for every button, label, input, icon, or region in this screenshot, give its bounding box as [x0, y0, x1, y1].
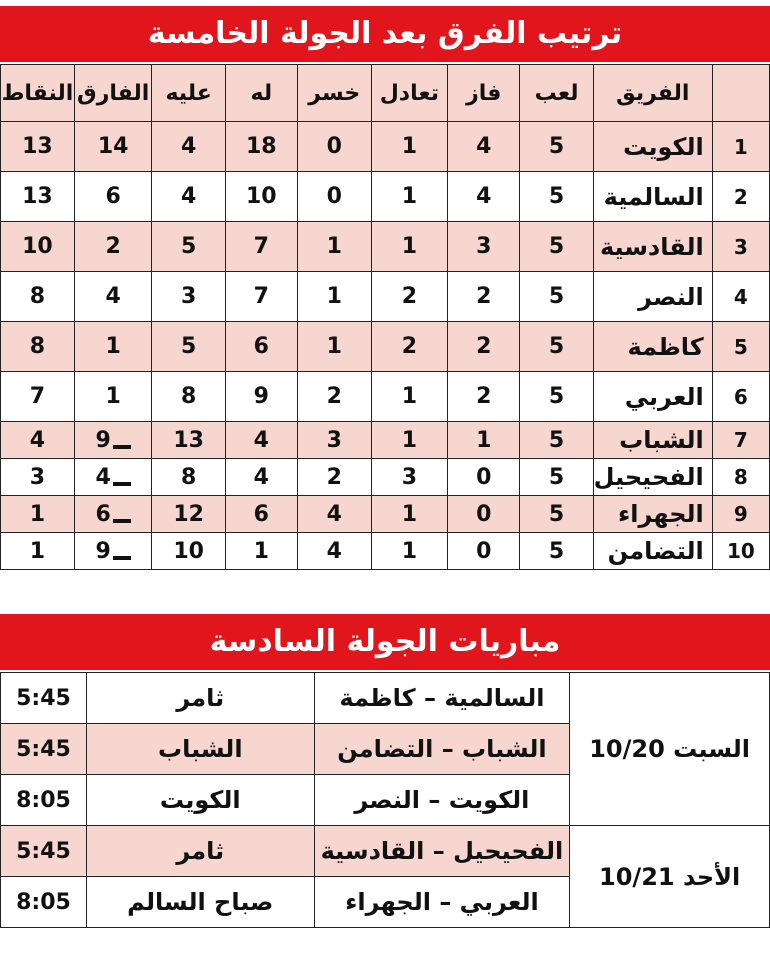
cell-for: 9 [225, 372, 297, 422]
cell-diff [74, 422, 152, 459]
table-row [1, 496, 770, 533]
cell-won: 1 [448, 422, 520, 459]
cell-drawn: 1 [371, 422, 447, 459]
cell-drawn: 1 [371, 533, 447, 570]
cell-against: 4 [152, 122, 225, 172]
cell-drawn: 1 [371, 372, 447, 422]
cell-against: 8 [152, 372, 225, 422]
cell-drawn: 3 [371, 459, 447, 496]
cell-lost: 1 [297, 322, 371, 372]
cell-team: الفحيحيل [593, 459, 712, 496]
header-won: فاز [448, 65, 520, 122]
minus-sign-icon [113, 445, 131, 449]
cell-lost: 2 [297, 459, 371, 496]
fixture-time: 5:45 [1, 724, 87, 775]
cell-lost: 1 [297, 272, 371, 322]
cell-against: 10 [152, 533, 225, 570]
cell-played: 5 [520, 172, 593, 222]
cell-won: 0 [448, 533, 520, 570]
cell-lost: 4 [297, 533, 371, 570]
fixture-time: 5:45 [1, 673, 87, 724]
cell-rank: 10 [712, 533, 769, 570]
fixture-match: السالمية – كاظمة [314, 673, 570, 724]
cell-played: 5 [520, 122, 593, 172]
cell-for: 4 [225, 422, 297, 459]
cell-against: 8 [152, 459, 225, 496]
cell-diff: 1 [74, 322, 152, 372]
fixtures-title: مباريات الجولة السادسة [0, 614, 770, 670]
cell-diff: 14 [74, 122, 152, 172]
cell-rank: 9 [712, 496, 769, 533]
cell-rank: 4 [712, 272, 769, 322]
cell-lost: 1 [297, 222, 371, 272]
table-row [1, 172, 770, 222]
fixture-match: العربي – الجهراء [314, 877, 570, 928]
cell-won: 4 [448, 172, 520, 222]
header-played: لعب [520, 65, 593, 122]
cell-lost: 0 [297, 172, 371, 222]
cell-against: 13 [152, 422, 225, 459]
table-row [1, 459, 770, 496]
cell-drawn: 1 [371, 172, 447, 222]
cell-diff: 1 [74, 372, 152, 422]
fixture-venue: صباح السالم [86, 877, 314, 928]
fixture-venue: الكويت [86, 775, 314, 826]
table-row [1, 322, 770, 372]
cell-lost: 2 [297, 372, 371, 422]
cell-rank: 8 [712, 459, 769, 496]
cell-drawn: 1 [371, 122, 447, 172]
minus-sign-icon [113, 482, 131, 486]
fixture-row [1, 673, 770, 724]
cell-points: 1 [1, 496, 75, 533]
fixture-match: الكويت – النصر [314, 775, 570, 826]
cell-rank: 2 [712, 172, 769, 222]
cell-diff [74, 459, 152, 496]
cell-team: الشباب [593, 422, 712, 459]
cell-rank: 1 [712, 122, 769, 172]
cell-won: 3 [448, 222, 520, 272]
header-against: عليه [152, 65, 225, 122]
diff-value: 4 [95, 464, 111, 490]
cell-for: 10 [225, 172, 297, 222]
cell-played: 5 [520, 496, 593, 533]
fixture-time: 5:45 [1, 826, 87, 877]
cell-for: 7 [225, 222, 297, 272]
cell-diff: 2 [74, 222, 152, 272]
standings-title: ترتيب الفرق بعد الجولة الخامسة [0, 6, 770, 62]
cell-points: 4 [1, 422, 75, 459]
cell-diff: 6 [74, 172, 152, 222]
cell-played: 5 [520, 322, 593, 372]
fixture-match: الشباب – التضامن [314, 724, 570, 775]
fixture-day: الأحد 10/21 [570, 826, 770, 928]
cell-played: 5 [520, 272, 593, 322]
cell-team: التضامن [593, 533, 712, 570]
cell-diff: 4 [74, 272, 152, 322]
table-row [1, 422, 770, 459]
table-row [1, 533, 770, 570]
minus-sign-icon [113, 519, 131, 523]
standings-table [0, 64, 770, 570]
fixture-venue: ثامر [86, 673, 314, 724]
cell-points: 10 [1, 222, 75, 272]
header-rank [712, 65, 769, 122]
cell-played: 5 [520, 222, 593, 272]
header-drawn: تعادل [371, 65, 447, 122]
cell-rank: 3 [712, 222, 769, 272]
cell-points: 3 [1, 459, 75, 496]
cell-played: 5 [520, 459, 593, 496]
cell-won: 2 [448, 322, 520, 372]
fixture-row [1, 826, 770, 877]
cell-against: 3 [152, 272, 225, 322]
header-lost: خسر [297, 65, 371, 122]
cell-team: النصر [593, 272, 712, 322]
table-row [1, 122, 770, 172]
cell-points: 13 [1, 172, 75, 222]
cell-points: 7 [1, 372, 75, 422]
cell-for: 1 [225, 533, 297, 570]
cell-drawn: 1 [371, 222, 447, 272]
cell-won: 2 [448, 372, 520, 422]
cell-for: 18 [225, 122, 297, 172]
cell-rank: 7 [712, 422, 769, 459]
cell-won: 0 [448, 496, 520, 533]
cell-played: 5 [520, 533, 593, 570]
cell-drawn: 2 [371, 322, 447, 372]
cell-played: 5 [520, 372, 593, 422]
cell-for: 4 [225, 459, 297, 496]
cell-team: القادسية [593, 222, 712, 272]
cell-team: السالمية [593, 172, 712, 222]
cell-against: 4 [152, 172, 225, 222]
diff-value: 6 [95, 501, 111, 527]
fixture-time: 8:05 [1, 877, 87, 928]
cell-drawn: 1 [371, 496, 447, 533]
header-diff: الفارق [74, 65, 152, 122]
cell-lost: 0 [297, 122, 371, 172]
cell-points: 8 [1, 322, 75, 372]
cell-won: 4 [448, 122, 520, 172]
header-team: الفريق [593, 65, 712, 122]
cell-diff [74, 496, 152, 533]
cell-for: 6 [225, 496, 297, 533]
fixture-venue: الشباب [86, 724, 314, 775]
cell-won: 2 [448, 272, 520, 322]
cell-team: الجهراء [593, 496, 712, 533]
cell-team: كاظمة [593, 322, 712, 372]
minus-sign-icon [113, 556, 131, 560]
cell-won: 0 [448, 459, 520, 496]
cell-for: 7 [225, 272, 297, 322]
cell-points: 1 [1, 533, 75, 570]
cell-rank: 5 [712, 322, 769, 372]
diff-value: 9 [95, 427, 111, 453]
cell-against: 5 [152, 222, 225, 272]
cell-for: 6 [225, 322, 297, 372]
cell-played: 5 [520, 422, 593, 459]
table-row [1, 222, 770, 272]
standings-header-row [1, 65, 770, 122]
diff-value: 9 [95, 538, 111, 564]
cell-drawn: 2 [371, 272, 447, 322]
cell-points: 13 [1, 122, 75, 172]
cell-team: الكويت [593, 122, 712, 172]
fixture-venue: ثامر [86, 826, 314, 877]
table-row [1, 372, 770, 422]
fixture-match: الفحيحيل – القادسية [314, 826, 570, 877]
fixture-time: 8:05 [1, 775, 87, 826]
fixtures-table [0, 672, 770, 928]
cell-against: 5 [152, 322, 225, 372]
cell-lost: 3 [297, 422, 371, 459]
cell-lost: 4 [297, 496, 371, 533]
table-row [1, 272, 770, 322]
fixture-day: السبت 10/20 [570, 673, 770, 826]
header-points: النقاط [1, 65, 75, 122]
cell-diff [74, 533, 152, 570]
cell-rank: 6 [712, 372, 769, 422]
cell-against: 12 [152, 496, 225, 533]
header-for: له [225, 65, 297, 122]
cell-points: 8 [1, 272, 75, 322]
cell-team: العربي [593, 372, 712, 422]
